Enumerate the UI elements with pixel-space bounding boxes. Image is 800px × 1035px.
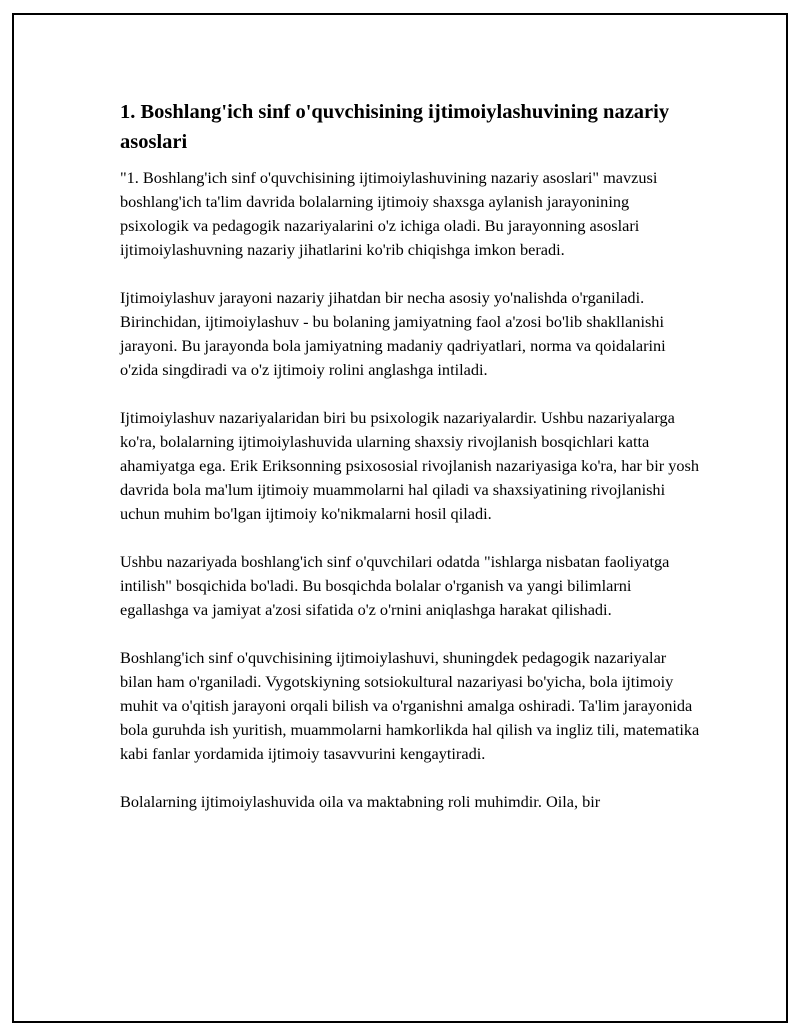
document-page xyxy=(12,13,788,1023)
paragraph-1: "1. Boshlang'ich sinf o'quvchisining ijtimoiylashuvining nazariy asoslari" mavzusi boshlang'ich ta'lim davrida bolalarning ijtimoiy shaxsga aylanish jarayonining psixologik va pedagogik nazariyalarini o'z ichiga oladi. Bu jarayonning asoslari ijtimoiylashuvning nazariy jihatlarini ko'rib chiqishga imkon beradi. xyxy=(120,168,658,259)
paragraph-2: Ijtimoiylashuv jarayoni nazariy jihatdan bir necha asosiy yo'nalishda o'rganiladi. Birinchidan, ijtimoiylashuv - bu bolaning jamiyatning faol a'zosi bo'lib shakllanishi jarayoni. Bu jarayonda bola jamiyatning madaniy qadriyatlari, norma va qoidalarini o'zida singdiradi va o'z ijtimoiy rolini anglashga intiladi. xyxy=(120,288,666,379)
paragraph-6: Bolalarning ijtimoiylashuvida oila va maktabning roli muhimdir. Oila, bir xyxy=(120,792,601,811)
document-content xyxy=(120,97,700,838)
paragraph-5: Boshlang'ich sinf o'quvchisining ijtimoiylashuvi, shuningdek pedagogik nazariyalar bilan ham o'rganiladi. Vygotskiyning sotsiokultural nazariyasi bo'yicha, bola ijtimoiy muhit va o'qitish jarayoni orqali bilish va o'rganishni amalga oshiradi. Ta'lim jarayonida bola guruhda ish yuritish, muammolarni hamkorlikda hal qilish va ingliz tili, matematika kabi fanlar yordamida ijtimoiy tasavvurini kengaytiradi. xyxy=(120,648,700,763)
paragraph-4: Ushbu nazariyada boshlang'ich sinf o'quvchilari odatda "ishlarga nisbatan faoliyatga intilish" bosqichida bo'ladi. Bu bosqichda bolalar o'rganish va yangi bilimlarni egallashga va jamiyat a'zosi sifatida o'z o'rnini aniqlashga harakat qilishadi. xyxy=(120,552,670,619)
paragraph-3: Ijtimoiylashuv nazariyalaridan biri bu psixologik nazariyalardir. Ushbu nazariyalarga ko'ra, bolalarning ijtimoiylashuvida ularning shaxsiy rivojlanish bosqichlari katta ahamiyatga ega. Erik Eriksonning psixososial rivojlanish nazariyasiga ko'ra, har bir yosh davrida bola ma'lum ijtimoiy muammolarni hal qiladi va shaxsiyatining rivojlanishi uchun muhim bo'lgan ijtimoiy ko'nikmalarni hosil qiladi. xyxy=(120,408,699,523)
section-heading: 1. Boshlang'ich sinf o'quvchisining ijtimoiylashuvining nazariy asoslari xyxy=(120,101,670,153)
